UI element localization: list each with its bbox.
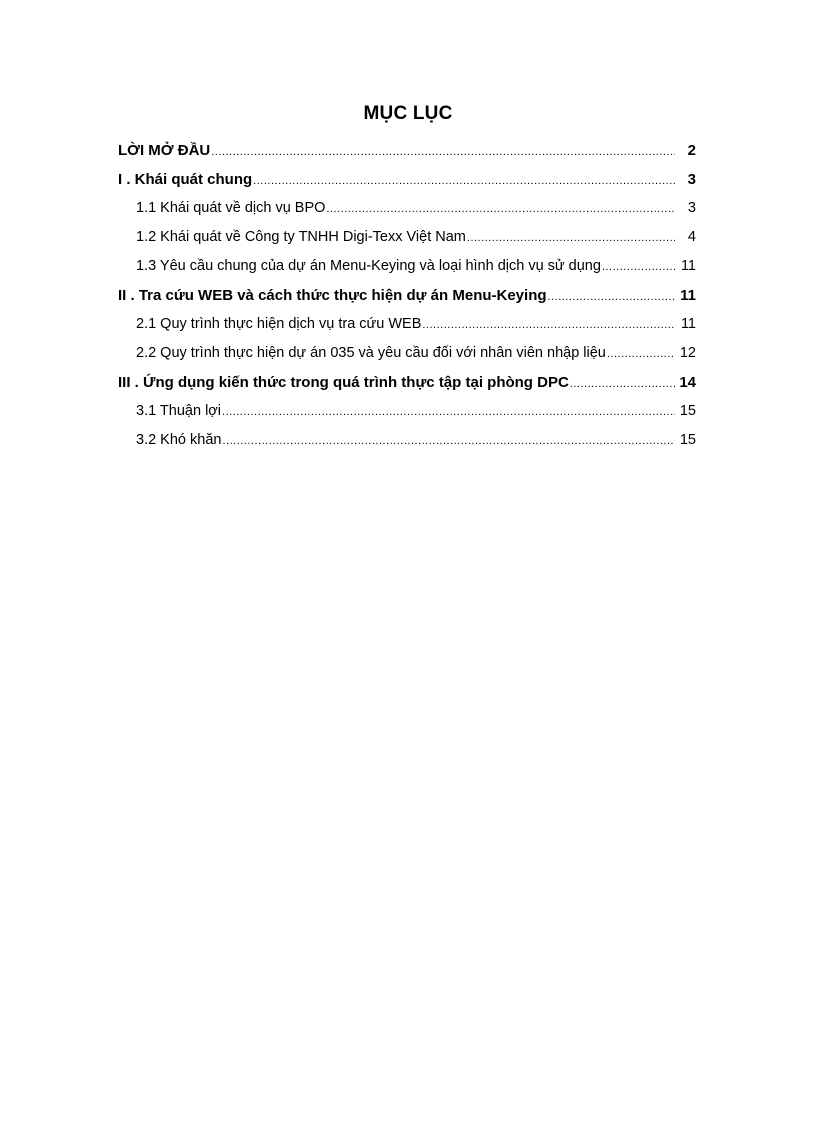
toc-entry[interactable]: [118, 310, 696, 339]
toc-dot-leader: [607, 340, 675, 368]
toc-dot-leader: [548, 283, 675, 310]
toc-dot-leader: [222, 398, 675, 426]
toc-entry-page: 4: [687, 229, 696, 245]
toc-dot-leader: [570, 370, 675, 397]
toc-entry[interactable]: [118, 368, 696, 397]
toc-entry-label: LỜI MỞ ĐẦU: [118, 142, 211, 159]
toc-entry-label: I . Khái quát chung: [118, 171, 253, 188]
toc-entry-label: 1.1 Khái quát về dịch vụ BPO: [136, 200, 326, 216]
toc-entry-label: 1.3 Yêu cầu chung của dự án Menu-Keying và loại hình dịch vụ sử dụng: [136, 258, 601, 274]
toc-entry-page: 11: [680, 287, 696, 304]
toc-entry[interactable]: [118, 223, 696, 252]
toc-entry[interactable]: [118, 194, 696, 223]
toc-entry-page: 3: [687, 171, 696, 188]
toc-entry-page: 15: [679, 403, 696, 419]
toc-entry[interactable]: [118, 339, 696, 368]
toc-title: MỤC LỤC: [363, 103, 453, 124]
toc-entry-label: 3.1 Thuận lợi: [136, 403, 222, 419]
toc-entry-page: 14: [679, 374, 696, 391]
table-of-contents: [118, 136, 696, 455]
toc-entry-label: 3.2 Khó khăn: [136, 432, 222, 448]
toc-dot-leader: [467, 224, 675, 252]
toc-entry[interactable]: [118, 426, 696, 455]
toc-dot-leader: [326, 195, 675, 223]
toc-dot-leader: [222, 427, 675, 455]
toc-entry-page: 3: [687, 200, 696, 216]
toc-entry-page: 11: [680, 258, 696, 274]
toc-entry-label: 2.1 Quy trình thực hiện dịch vụ tra cứu WEB: [136, 316, 422, 332]
toc-entry-label: 1.2 Khái quát về Công ty TNHH Digi-Texx Việt Nam: [136, 229, 466, 245]
toc-entry[interactable]: [118, 281, 696, 310]
toc-dot-leader: [253, 167, 675, 194]
toc-entry-page: 12: [679, 345, 696, 361]
toc-dot-leader: [422, 311, 675, 339]
toc-entry[interactable]: [118, 165, 696, 194]
toc-entry-label: II . Tra cứu WEB và cách thức thực hiện dự án Menu-Keying: [118, 287, 547, 304]
toc-entry-label: III . Ứng dụng kiến thức trong quá trình thực tập tại phòng DPC: [118, 374, 569, 391]
toc-entry[interactable]: [118, 397, 696, 426]
toc-entry[interactable]: [118, 136, 696, 165]
toc-entry-label: 2.2 Quy trình thực hiện dự án 035 và yêu cầu đối với nhân viên nhập liệu: [136, 345, 606, 361]
toc-entry-page: 15: [679, 432, 696, 448]
toc-dot-leader: [211, 138, 675, 165]
toc-entry-page: 11: [680, 316, 696, 332]
toc-dot-leader: [602, 253, 675, 281]
toc-entry[interactable]: [118, 252, 696, 281]
toc-entry-page: 2: [687, 142, 696, 159]
